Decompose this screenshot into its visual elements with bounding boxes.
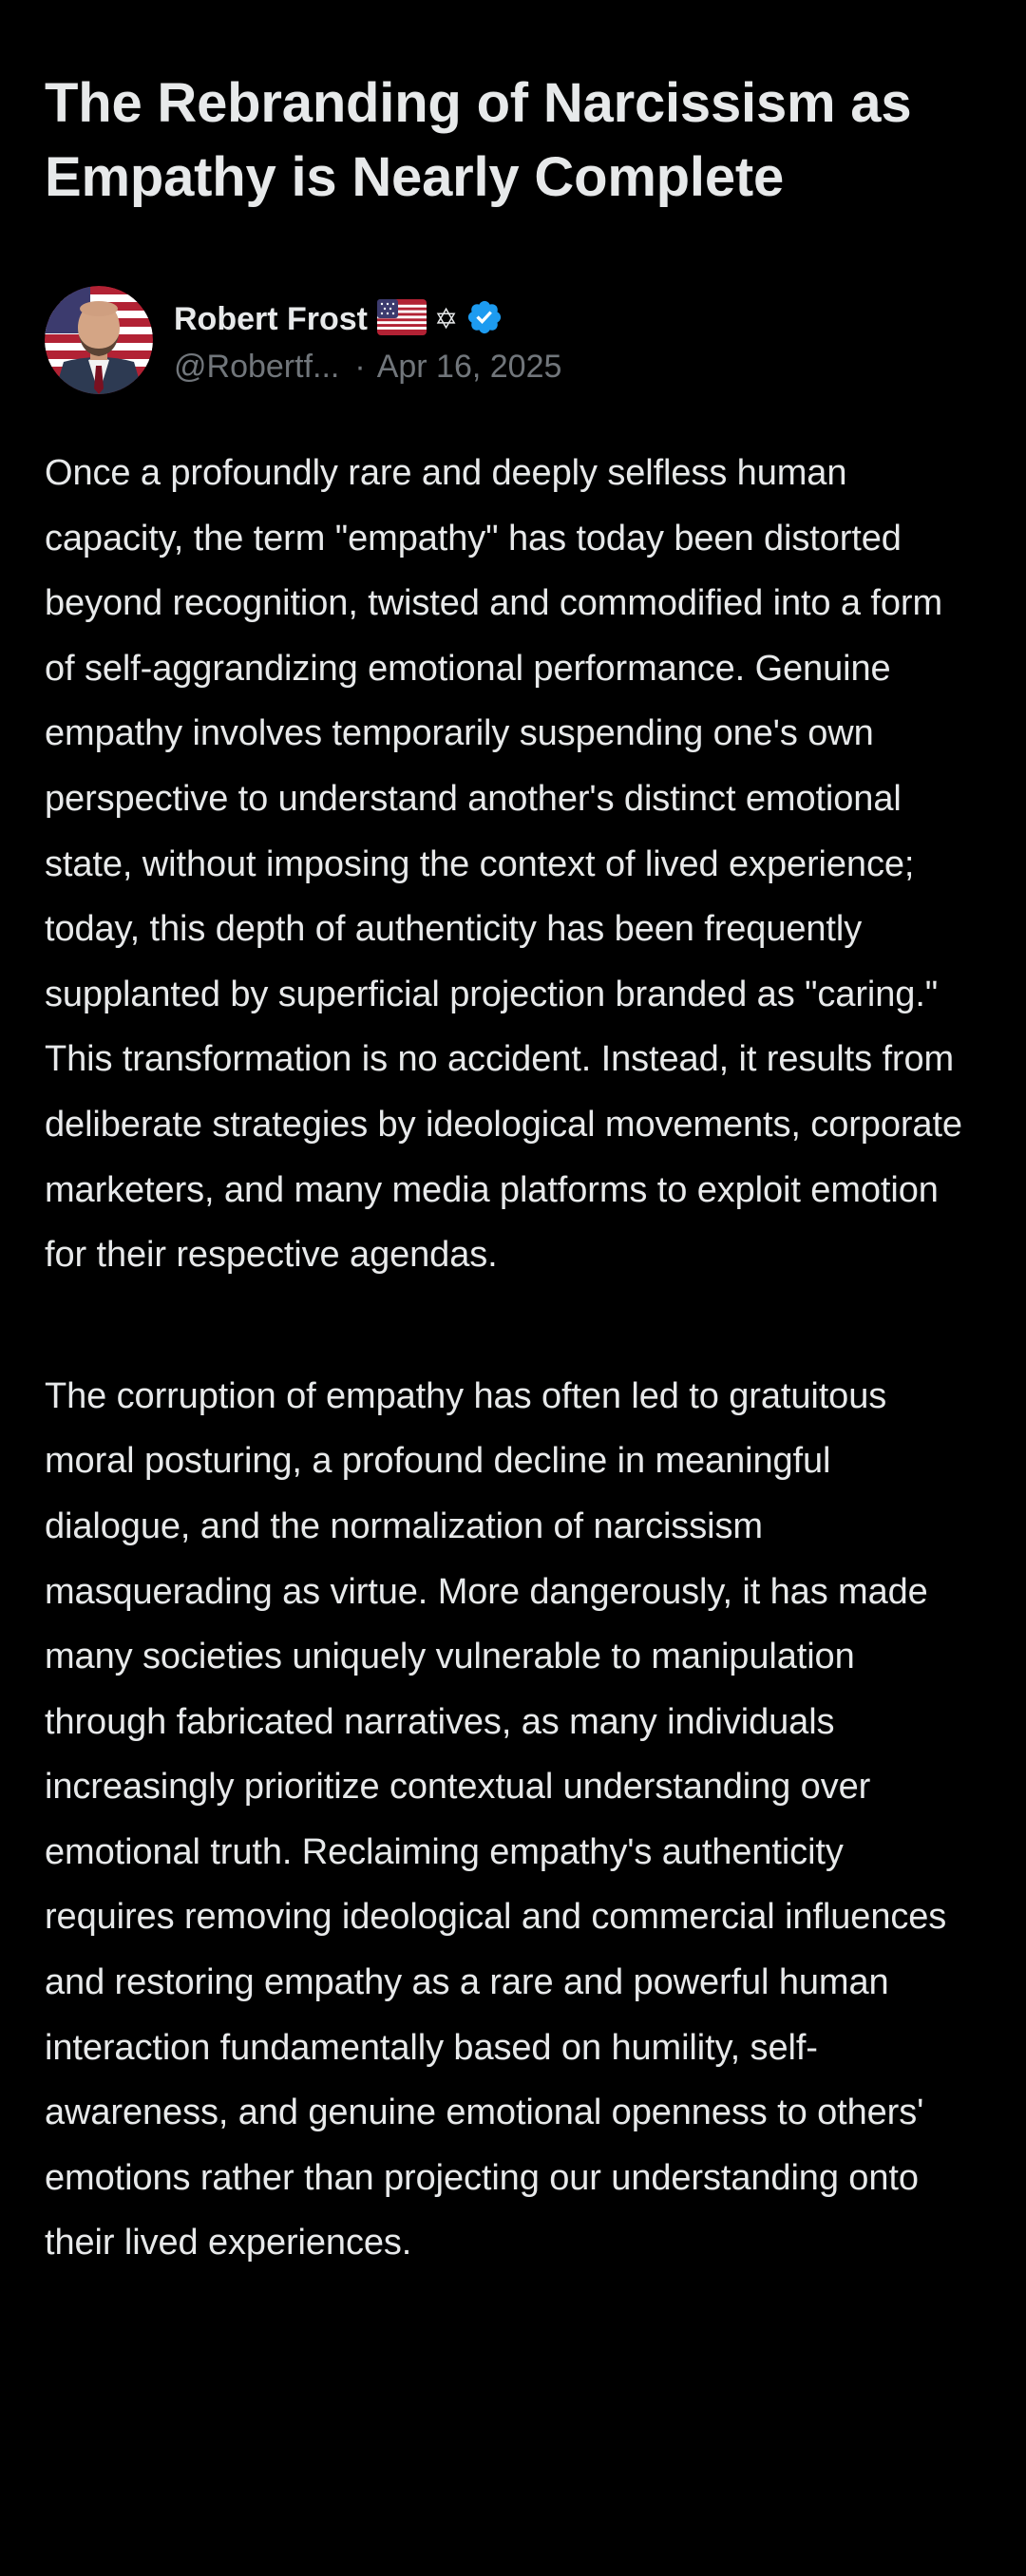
author-subline	[174, 349, 561, 386]
author-meta	[174, 295, 561, 386]
author-name-line	[174, 295, 561, 345]
avatar-image	[45, 286, 153, 394]
post-date[interactable]: Apr 16, 2025	[376, 348, 562, 385]
avatar[interactable]	[45, 286, 153, 394]
verified-icon	[466, 298, 504, 341]
article-title: The Rebranding of Narcissism as Empathy is Nearly Complete	[45, 72, 912, 208]
article-paragraph: Once a profoundly rare and deeply selfless human capacity, the term "empathy" has today been distorted beyond recognition, twisted and commodified into a form of self-aggrandizing emotional performance. Genuine empathy involves temporarily suspending one's own perspective to understand another's distinct emotional state, without imposing the context of lived experience; today, this depth of authenticity has been frequently supplanted by superficial projection branded as "caring." This transformation is no accident. Instead, it results from deliberate strategies by ideological movements, corporate marketers, and many media platforms to exploit emotion for their respective agendas.	[45, 453, 962, 1276]
author-handle[interactable]: @Robertf...	[174, 348, 340, 385]
star-of-david-icon: ✡	[434, 303, 459, 336]
article-body	[45, 441, 981, 2276]
separator-dot: ·	[354, 348, 366, 385]
author-name[interactable]: Robert Frost	[174, 301, 368, 337]
author-row	[45, 285, 981, 395]
article-paragraph: The corruption of empathy has often led to gratuitous moral posturing, a profound decline in meaningful dialogue, and the normalization of narcissism masquerading as virtue. More dangerously, it has made many societies uniquely vulnerable to manipulation through fabricated narratives, as many individuals increasingly prioritize contextual understanding over emotional truth. Reclaiming empathy's authenticity requires removing ideological and commercial influences and restoring empathy as a rare and powerful human interaction fundamentally based on humility, self-awareness, and genuine emotional openness to others' emotions rather than projecting our understanding onto their lived experiences.	[45, 1375, 947, 2263]
us-flag-icon	[377, 299, 427, 340]
